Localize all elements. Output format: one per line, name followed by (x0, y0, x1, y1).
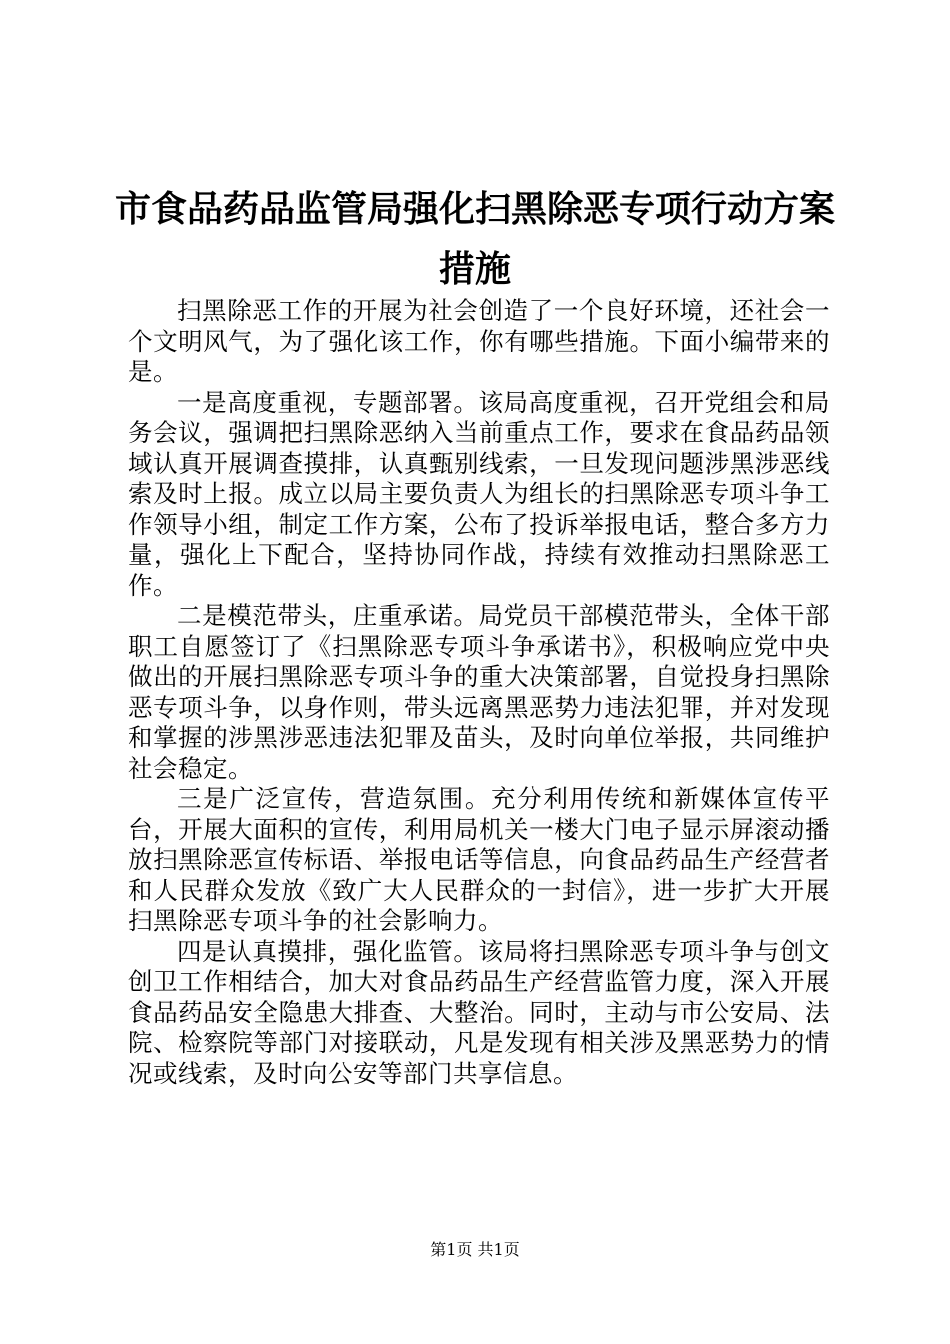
paragraph-point-2: 二是模范带头，庄重承诺。局党员干部模范带头，全体干部职工自愿签订了《扫黑除恶专项斗争承诺书》，积极响应党中央做出的开展扫黑除恶专项斗争的重大决策部署，自觉投身扫黑除恶专项斗争，以身作则，带头远离黑恶势力违法犯罪，并对发现和掌握的涉黑涉恶违法犯罪及苗头，及时向单位举报，共同维护社会稳定。 (128, 601, 830, 783)
document-title: 市食品药品监管局强化扫黑除恶专项行动方案措施 (114, 189, 835, 290)
paragraph-point-1: 一是高度重视，专题部署。该局高度重视，召开党组会和局务会议，强调把扫黑除恶纳入当前重点工作，要求在食品药品领域认真开展调查摸排，认真甄别线索，一旦发现问题涉黑涉恶线索及时上报。成立以局主要负责人为组长的扫黑除恶专项斗争工作领导小组，制定工作方案，公布了投诉举报电话，整合多方力量，强化上下配合，坚持协同作战，持续有效推动扫黑除恶工作。 (128, 387, 830, 600)
document-body (128, 296, 830, 1089)
paragraph-point-4: 四是认真摸排，强化监管。该局将扫黑除恶专项斗争与创文创卫工作相结合，加大对食品药品生产经营监管力度，深入开展食品药品安全隐患大排查、大整治。同时，主动与市公安局、法院、检察院等部门对接联动，凡是发现有相关涉及黑恶势力的情况或线索，及时向公安等部门共享信息。 (128, 936, 830, 1088)
paragraph-point-3: 三是广泛宣传，营造氛围。充分利用传统和新媒体宣传平台，开展大面积的宣传，利用局机关一楼大门电子显示屏滚动播放扫黑除恶宣传标语、举报电话等信息，向食品药品生产经营者和人民群众发放《致广大人民群众的一封信》，进一步扩大开展扫黑除恶专项斗争的社会影响力。 (128, 784, 830, 935)
paragraph-intro: 扫黑除恶工作的开展为社会创造了一个良好环境，还社会一个文明风气，为了强化该工作，你有哪些措施。下面小编带来的是。 (128, 296, 830, 386)
page-footer: 第1页 共1页 (430, 1240, 520, 1259)
